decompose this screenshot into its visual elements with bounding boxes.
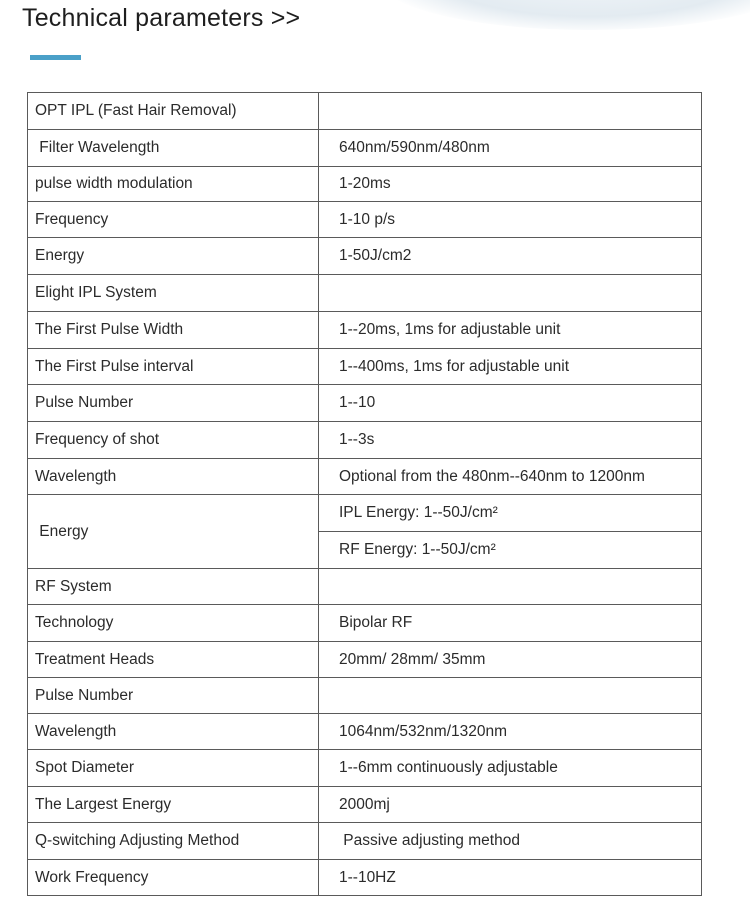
section-empty-cell <box>319 275 702 312</box>
title-accent-bar <box>30 55 81 60</box>
table-row <box>28 312 702 349</box>
table-row <box>28 459 702 495</box>
page-title: Technical parameters >> <box>22 4 301 32</box>
param-value: 1064nm/532nm/1320nm <box>319 714 702 750</box>
section-title: RF System <box>28 569 319 605</box>
param-value: 1--6mm continuously adjustable <box>319 750 702 787</box>
param-label: Pulse Number <box>28 385 319 422</box>
param-label: Frequency <box>28 202 319 238</box>
param-label: Spot Diameter <box>28 750 319 787</box>
section-empty-cell <box>319 569 702 605</box>
param-value: Bipolar RF <box>319 605 702 642</box>
param-value: 20mm/ 28mm/ 35mm <box>319 642 702 678</box>
section-title: Pulse Number <box>28 678 319 714</box>
table-row <box>28 349 702 385</box>
param-label: Q-switching Adjusting Method <box>28 823 319 860</box>
param-label: The First Pulse Width <box>28 312 319 349</box>
section-title: Elight IPL System <box>28 275 319 312</box>
section-header-row <box>28 93 702 130</box>
param-label: Technology <box>28 605 319 642</box>
param-label: pulse width modulation <box>28 167 319 202</box>
param-value: 1--400ms, 1ms for adjustable unit <box>319 349 702 385</box>
table-row <box>28 750 702 787</box>
param-label: Frequency of shot <box>28 422 319 459</box>
table-row <box>28 714 702 750</box>
table-row <box>28 385 702 422</box>
table-row <box>28 238 702 275</box>
param-label: Energy <box>28 238 319 275</box>
param-label: Wavelength <box>28 459 319 495</box>
param-label: Treatment Heads <box>28 642 319 678</box>
param-value: 1-10 p/s <box>319 202 702 238</box>
table-row <box>28 202 702 238</box>
param-value: RF Energy: 1--50J/cm² <box>319 532 702 569</box>
header-decoration <box>380 0 750 30</box>
param-value: 1-50J/cm2 <box>319 238 702 275</box>
param-label: The First Pulse interval <box>28 349 319 385</box>
param-label: Energy <box>28 495 319 569</box>
spec-table <box>27 92 702 896</box>
table-row <box>28 130 702 167</box>
table-row <box>28 605 702 642</box>
param-label: Work Frequency <box>28 860 319 896</box>
param-value: 1--10HZ <box>319 860 702 896</box>
table-row <box>28 823 702 860</box>
param-value: 2000mj <box>319 787 702 823</box>
param-value: 1--10 <box>319 385 702 422</box>
param-value: Optional from the 480nm--640nm to 1200nm <box>319 459 702 495</box>
section-header-row <box>28 678 702 714</box>
table-row <box>28 422 702 459</box>
table-row <box>28 642 702 678</box>
section-title: OPT IPL (Fast Hair Removal) <box>28 93 319 130</box>
param-label: Wavelength <box>28 714 319 750</box>
param-label: The Largest Energy <box>28 787 319 823</box>
section-empty-cell <box>319 93 702 130</box>
param-value: 1-20ms <box>319 167 702 202</box>
param-value: 1--20ms, 1ms for adjustable unit <box>319 312 702 349</box>
table-row <box>28 860 702 896</box>
section-header-row <box>28 569 702 605</box>
section-header-row <box>28 275 702 312</box>
param-value: IPL Energy: 1--50J/cm² <box>319 495 702 532</box>
param-value: 640nm/590nm/480nm <box>319 130 702 167</box>
param-label: Filter Wavelength <box>28 130 319 167</box>
param-value: Passive adjusting method <box>319 823 702 860</box>
table-row <box>28 495 702 532</box>
param-value: 1--3s <box>319 422 702 459</box>
section-empty-cell <box>319 678 702 714</box>
table-row <box>28 167 702 202</box>
table-row <box>28 787 702 823</box>
